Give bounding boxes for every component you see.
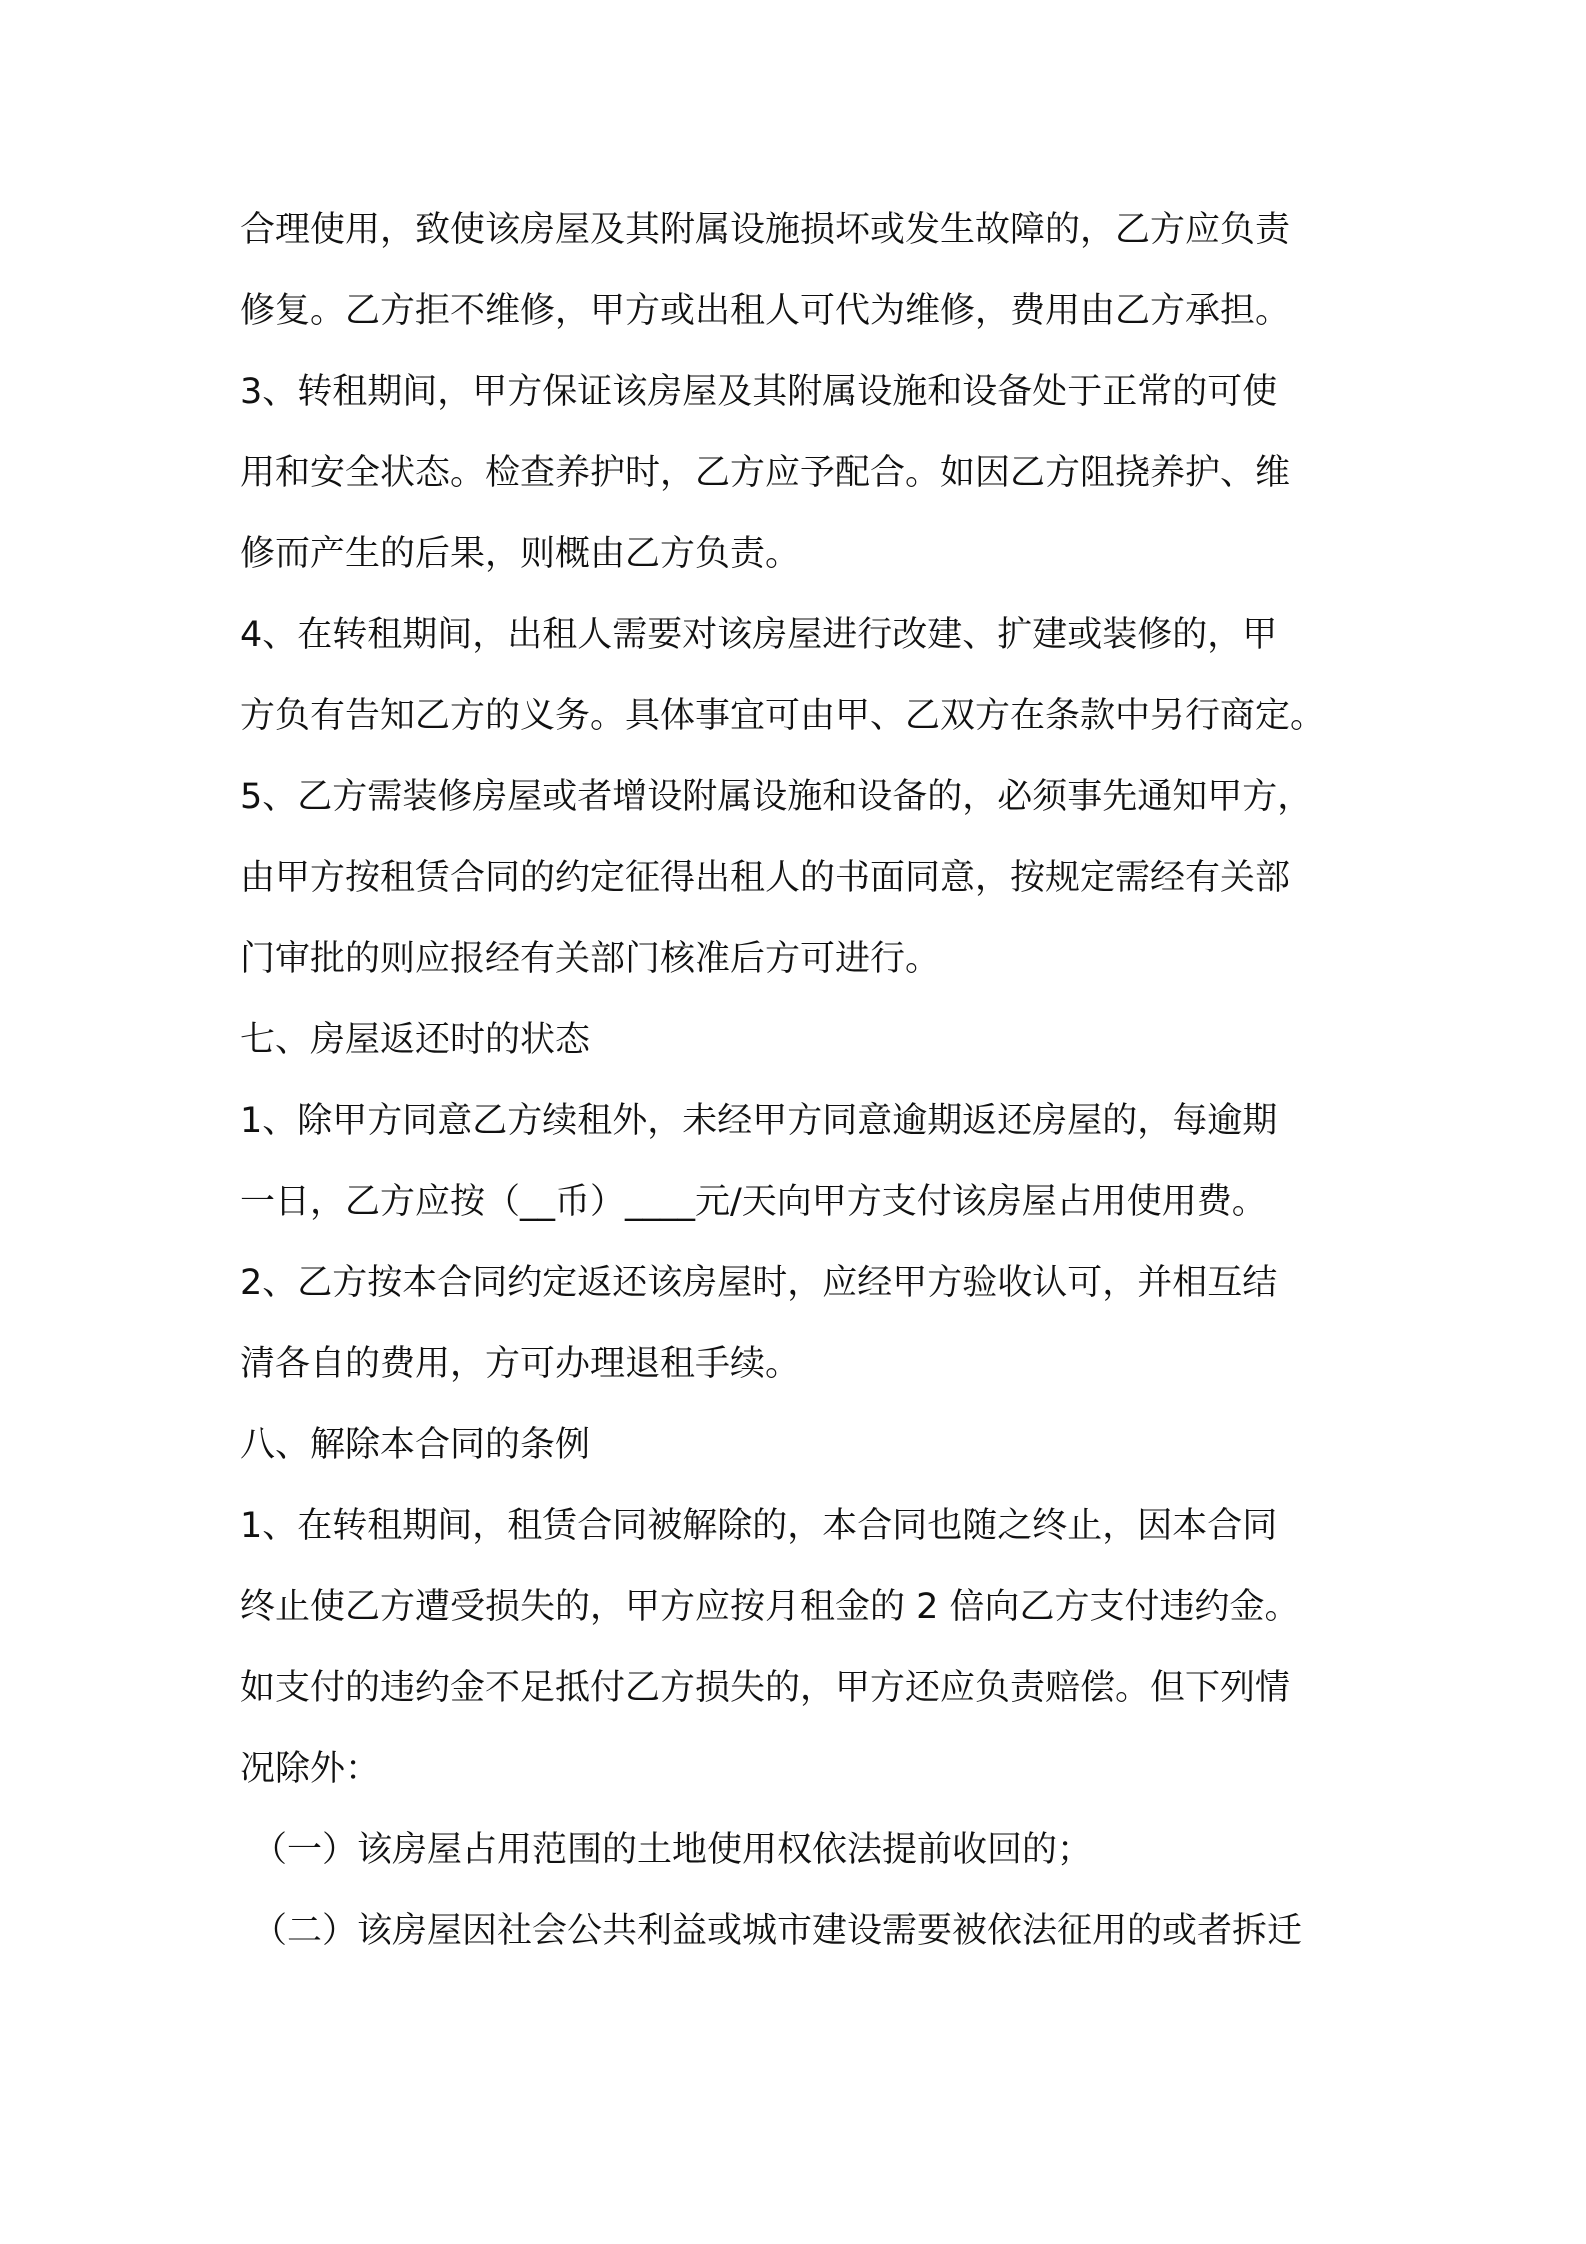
paragraph-line: 方负有告知乙方的义务。具体事宜可由甲、乙双方在条款中另行商定。 [240, 696, 1326, 736]
exception-item-2: （二）该房屋因社会公共利益或城市建设需要被依法征用的或者拆迁 [252, 1911, 1303, 1951]
clause-3-line: 3、转租期间，甲方保证该房屋及其附属设施和设备处于正常的可使 [240, 372, 1278, 412]
paragraph-line: 如支付的违约金不足抵付乙方损失的，甲方还应负责赔偿。但下列情 [240, 1668, 1291, 1708]
clause-5-line: 5、乙方需装修房屋或者增设附属设施和设备的，必须事先通知甲方， [240, 777, 1313, 817]
clause-7-1-line: 1、除甲方同意乙方续租外，未经甲方同意逾期返还房屋的，每逾期 [240, 1101, 1278, 1141]
paragraph-line: 终止使乙方遭受损失的，甲方应按月租金的 2 倍向乙方支付违约金。 [240, 1587, 1300, 1627]
paragraph-line: 清各自的费用，方可办理退租手续。 [240, 1344, 801, 1384]
paragraph-line: 门审批的则应报经有关部门核准后方可进行。 [240, 939, 941, 979]
paragraph-line: 一日，乙方应按（__币）____元/天向甲方支付该房屋占用使用费。 [240, 1182, 1267, 1222]
paragraph-line: 修复。乙方拒不维修，甲方或出租人可代为维修，费用由乙方承担。 [240, 291, 1291, 331]
paragraph-line: 用和安全状态。检查养护时，乙方应予配合。如因乙方阻挠养护、维 [240, 453, 1291, 493]
paragraph-line: 由甲方按租赁合同的约定征得出租人的书面同意，按规定需经有关部 [240, 858, 1291, 898]
clause-7-2-line: 2、乙方按本合同约定返还该房屋时，应经甲方验收认可，并相互结 [240, 1263, 1278, 1303]
paragraph-line: 况除外： [240, 1749, 381, 1789]
paragraph-line: 合理使用，致使该房屋及其附属设施损坏或发生故障的，乙方应负责 [240, 210, 1291, 250]
section-heading-7: 七、房屋返还时的状态 [240, 1020, 591, 1060]
clause-8-1-line: 1、在转租期间，租赁合同被解除的，本合同也随之终止，因本合同 [240, 1506, 1278, 1546]
clause-4-line: 4、在转租期间，出租人需要对该房屋进行改建、扩建或装修的，甲 [240, 615, 1278, 655]
section-heading-8: 八、解除本合同的条例 [240, 1425, 591, 1465]
paragraph-line: 修而产生的后果，则概由乙方负责。 [240, 534, 801, 574]
exception-item-1: （一）该房屋占用范围的土地使用权依法提前收回的； [252, 1830, 1093, 1870]
